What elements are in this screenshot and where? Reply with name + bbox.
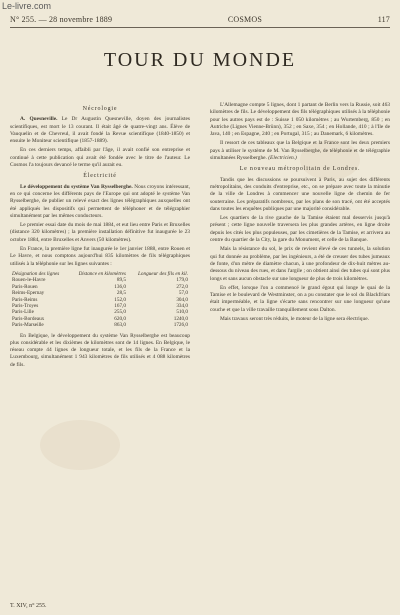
paragraph: Tandis que les discussions se poursuivent à Paris, au sujet des différents métropolitains, des conduits d'entreprise, etc., on se prépare avec toute la minutie de la ville de Londres à commencer une nouvelle ligne de chemin de fer souterraine. Les préparatifs nombreux, par les plans de son tracé, ont été acceptés dans toutes les enquêtes publiques par une majorité considérable. bbox=[210, 176, 390, 212]
table-cell: 304,0 bbox=[176, 296, 188, 303]
paragraph: En effet, lorsque l'on a commencé le grand égout qui longe le quai de la Tamise et le boulevard de Westminster, on a pu constater que le sol du Blackfriars était imperméable, et la ligne s'écarte sans rencontrer sur une longueur qu'une couche et que la ville travaille tranquillement sous Dalton. bbox=[210, 284, 390, 313]
paragraph: A. Quesneville. Le Dr Augustin Quesneville, doyen des journalistes scientifiques, est mort le 13 courant. Il était âgé de quatre-vingt ans. Élève de Vauquelin et de Chevreul, il avait fondé la Revue scientifique (1840-1850) et ensuite le Moniteur scientifique (1857-1889). bbox=[10, 116, 190, 145]
table-cell: 57,0 bbox=[178, 290, 188, 297]
table-cell: Rouen-le-Havre bbox=[12, 277, 46, 284]
table-cell: Paris-Marseille bbox=[12, 322, 44, 329]
table-cell: 28,5 bbox=[116, 290, 126, 297]
table-cell: 179,0 bbox=[176, 277, 188, 284]
column-header: Distance en kilomètres bbox=[78, 270, 126, 277]
column-header: Désignation des lignes bbox=[12, 270, 60, 277]
running-header bbox=[10, 12, 390, 26]
table-cell: 1726,0 bbox=[173, 322, 188, 329]
table-cell: Paris-Lille bbox=[12, 309, 34, 316]
header-rule bbox=[10, 27, 390, 28]
table-cell: Reims-Epernay bbox=[12, 290, 45, 297]
left-column bbox=[10, 102, 190, 607]
paragraph: En France, la première ligne fut inaugurée le 1er janvier 1888, entre Rouen et Le Havre, et nous comptons aujourd'hui 835 kilomètres de fils télégraphiques utilisés à la téléphonie sur les lignes suivantes : bbox=[10, 246, 190, 267]
paragraph: Le développement du système Van Rysselberghe. Nous croyons intéressant, en ce qui concerne les différents pays de l'Europe qui ont adopté le système Van Rysselberghe, de publier un relevé exact des lignes télégraphiques auxquelles ont été appliqués les dispositifs qui permettent de téléphoner et de télégraphier simultanément par les mêmes conducteurs. bbox=[10, 183, 190, 219]
paragraph: Il ressort de ces tableaux que la Belgique et la France sont les deux premiers pays à utiliser le système de M. Van Rysselberghe, de téléphonie et de télégraphie simultanées Rysselberghe. (Electricien.) bbox=[210, 140, 390, 162]
table-cell: Paris-Bordeaux bbox=[12, 315, 45, 322]
paragraph: Mais travaux seront très réduits, le moteur de la ligne sera électrique. bbox=[220, 316, 369, 323]
table-cell: 863,0 bbox=[114, 322, 126, 329]
journal-name: COSMOS bbox=[227, 14, 262, 24]
table-cell: 334,0 bbox=[176, 302, 188, 309]
table-cell: Paris-Rouen bbox=[12, 283, 38, 290]
paragraph: En Belgique, le développement du système Van Rysselberghe est beaucoup plus considérable et les dixièmes de kilomètres sont de 14 lignes. En Belgique, le réseau compte 44 lignes de longueur totale, et les fils de la France et la Luxembourg, simultanément 1 943 kilomètres de fils utilisés et 4 088 kilomètres de fils. bbox=[10, 332, 190, 368]
paragraph: L'Allemagne compte 5 lignes, dont 1 partant de Berlin vers la Russie, soit 463 kilomètres de fils. Le développement des fils télégraphiques utilisés à la téléphonie pour les autres pays est de : Suisse 1 050 kilomètres ; au Wurtemberg, 850 ; en Autriche (Lignes Vienne-Brünn), 352 ; en Saxe, 354 ; en Hollande, 410 ; à l'Ile de Java, 140 ; en Espagne, 240 ; en Portugal, 315 ; au Danemark, 6 kilomètres. bbox=[210, 102, 390, 138]
table-cell: 255,0 bbox=[114, 309, 126, 316]
lead-text: Le développement du système Van Rysselberghe. bbox=[20, 183, 133, 190]
table-cell: 136,0 bbox=[114, 283, 126, 290]
table-cell: Paris-Reims bbox=[12, 296, 38, 303]
source-citation: (Electricien.) bbox=[268, 155, 297, 162]
right-column bbox=[210, 102, 390, 602]
section-heading-electricite: Électricité bbox=[83, 173, 117, 180]
page-title: TOUR DU MONDE bbox=[103, 49, 297, 71]
table-cell: 1240,0 bbox=[173, 315, 188, 322]
page-number: 117 bbox=[377, 14, 390, 24]
watermark: Le-livre.com bbox=[2, 1, 52, 11]
table-cell: 152,0 bbox=[114, 296, 126, 303]
section-heading-necrologie: Nécrologie bbox=[82, 106, 118, 112]
paragraph: En ces derniers temps, affaibli par l'âge, il avait confié son entreprise et continué à cette publication qui avait été fondée avec le titre de l'auteur. Le Cosmos l'a toujours devancé le terme qu'il aurait eu. bbox=[10, 147, 190, 169]
lines-table bbox=[10, 271, 190, 329]
section-heading-metropolitain: Le nouveau métropolitain de Londres. bbox=[239, 166, 361, 173]
table-cell: Paris-Troyes bbox=[12, 302, 39, 309]
issue-line: N° 255. — 28 novembre 1889 bbox=[10, 14, 113, 24]
table-cell: 272,0 bbox=[176, 283, 188, 290]
paragraph: Le premier essai date du mois de mai 1884, et eut lieu entre Paris et Bruxelles (distance 320 kilomètres) ; la première installation définitive fut inaugurée le 23 octobre 1884, entre Bruxelles et Anvers (50 kilomètres). bbox=[10, 222, 190, 243]
paragraph: Les quartiers de la rive gauche de la Tamise étaient mal desservis jusqu'à présent ; cette ligne nouvelle traversera les plus grandes artères, en ligne droite depuis les cités les plus populeuses, par les cimetières de la Tamise, et arrivera au centre du quartier de la City, la gare du Monument, et celle de la Banque. bbox=[210, 215, 390, 244]
table-row bbox=[10, 322, 190, 328]
lead-text: A. Quesneville. bbox=[20, 116, 58, 123]
table-cell: 89,5 bbox=[116, 277, 126, 284]
paragraph: Mais la résistance du sol, le prix de revient élevé de ces tunnels, la solution qui fut donnée au problème, par les ingénieurs, a été de creuser des tubes jumeaux de fonte, d'un mètre de diamètre chacun, à une profondeur de dix-huit mètres au-dessous du niveau des rues, et dans l'argile ; on obtient ainsi des tubes qui sont plus longs et sans aucun obstacle sur une longueur de plus de trois kilomètres. bbox=[210, 246, 390, 282]
table-cell: 510,0 bbox=[176, 309, 188, 316]
table-cell: 620,0 bbox=[114, 315, 126, 322]
footer-note: T. XIV, n° 255. bbox=[10, 603, 47, 609]
table-cell: 167,0 bbox=[114, 302, 126, 309]
column-header: Longueur des fils en kil. bbox=[138, 270, 188, 277]
